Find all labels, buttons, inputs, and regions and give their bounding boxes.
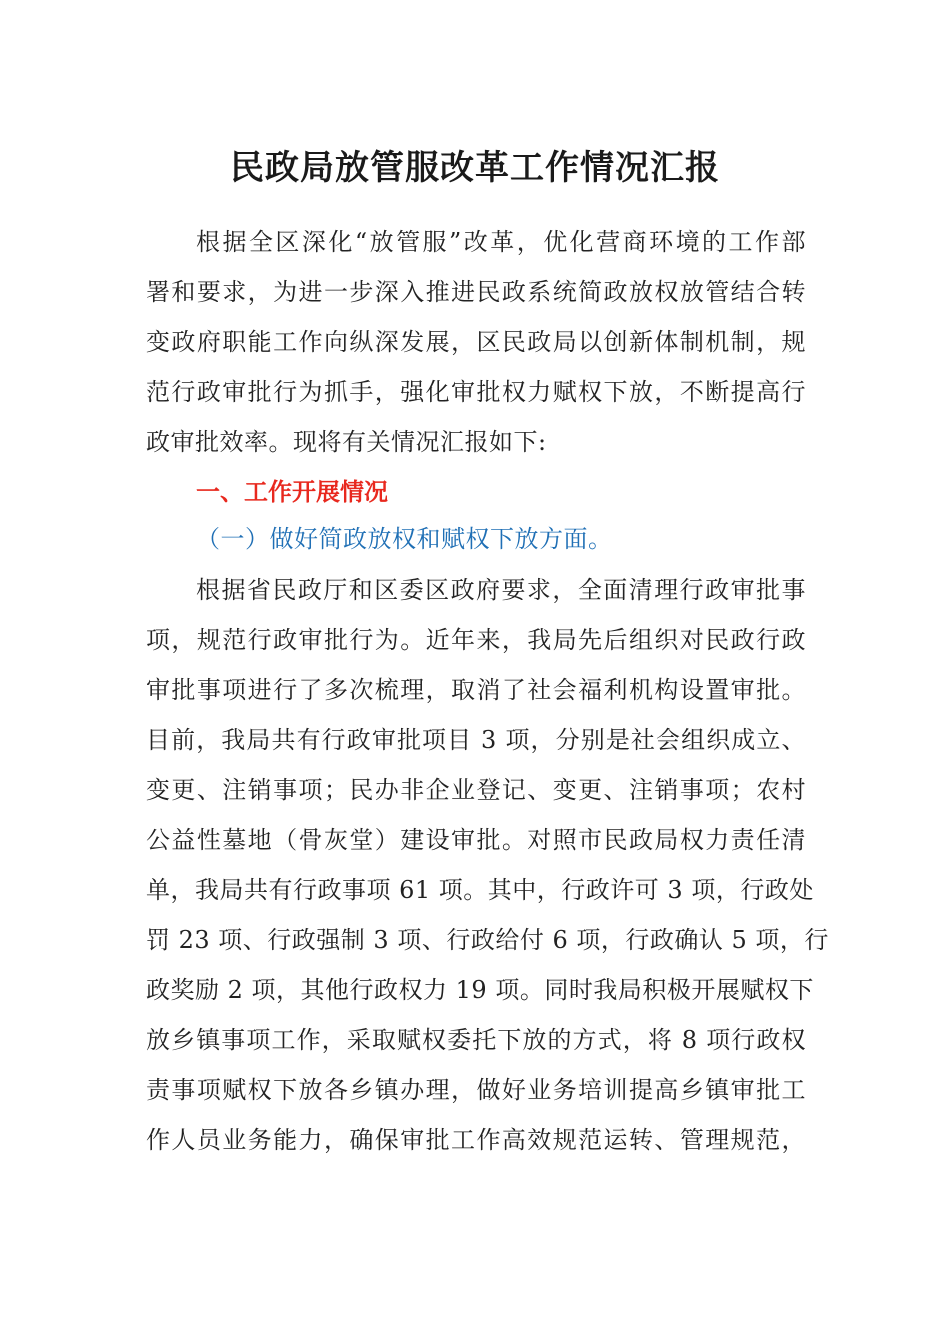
body-line: 罚 23 项、行政强制 3 项、行政给付 6 项，行政确认 5 项，行	[146, 926, 829, 954]
intro-line: 范行政审批行为抓手，强化审批权力赋权下放，不断提高行	[146, 378, 806, 406]
body-line: 作人员业务能力，确保审批工作高效规范运转、管理规范，	[146, 1126, 806, 1154]
intro-line: 政审批效率。现将有关情况汇报如下:	[146, 428, 547, 456]
body-line: 公益性墓地（骨灰堂）建设审批。对照市民政局权力责任清	[146, 826, 806, 854]
body-line: 变更、注销事项；民办非企业登记、变更、注销事项；农村	[146, 776, 806, 804]
section-heading: 一、工作开展情况	[196, 478, 388, 506]
body-line: 审批事项进行了多次梳理，取消了社会福利机构设置审批。	[146, 676, 806, 704]
body-line: 目前，我局共有行政审批项目 3 项，分别是社会组织成立、	[146, 726, 806, 754]
intro-line: 署和要求，为进一步深入推进民政系统简政放权放管结合转	[146, 278, 806, 306]
body-line: 责事项赋权下放各乡镇办理，做好业务培训提高乡镇审批工	[146, 1076, 806, 1104]
intro-line: 根据全区深化“放管服”改革，优化营商环境的工作部	[196, 228, 806, 256]
body-line: 根据省民政厅和区委区政府要求，全面清理行政审批事	[196, 576, 806, 604]
body-line: 政奖励 2 项，其他行政权力 19 项。同时我局积极开展赋权下	[146, 976, 814, 1004]
document-title: 民政局放管服改革工作情况汇报	[230, 148, 720, 188]
body-line: 项，规范行政审批行为。近年来，我局先后组织对民政行政	[146, 626, 806, 654]
intro-line: 变政府职能工作向纵深发展，区民政局以创新体制机制，规	[146, 328, 806, 356]
subsection-heading: （一）做好简政放权和赋权下放方面。	[196, 525, 613, 553]
body-line: 放乡镇事项工作，采取赋权委托下放的方式，将 8 项行政权	[146, 1026, 806, 1054]
body-line: 单，我局共有行政事项 61 项。其中，行政许可 3 项，行政处	[146, 876, 814, 904]
